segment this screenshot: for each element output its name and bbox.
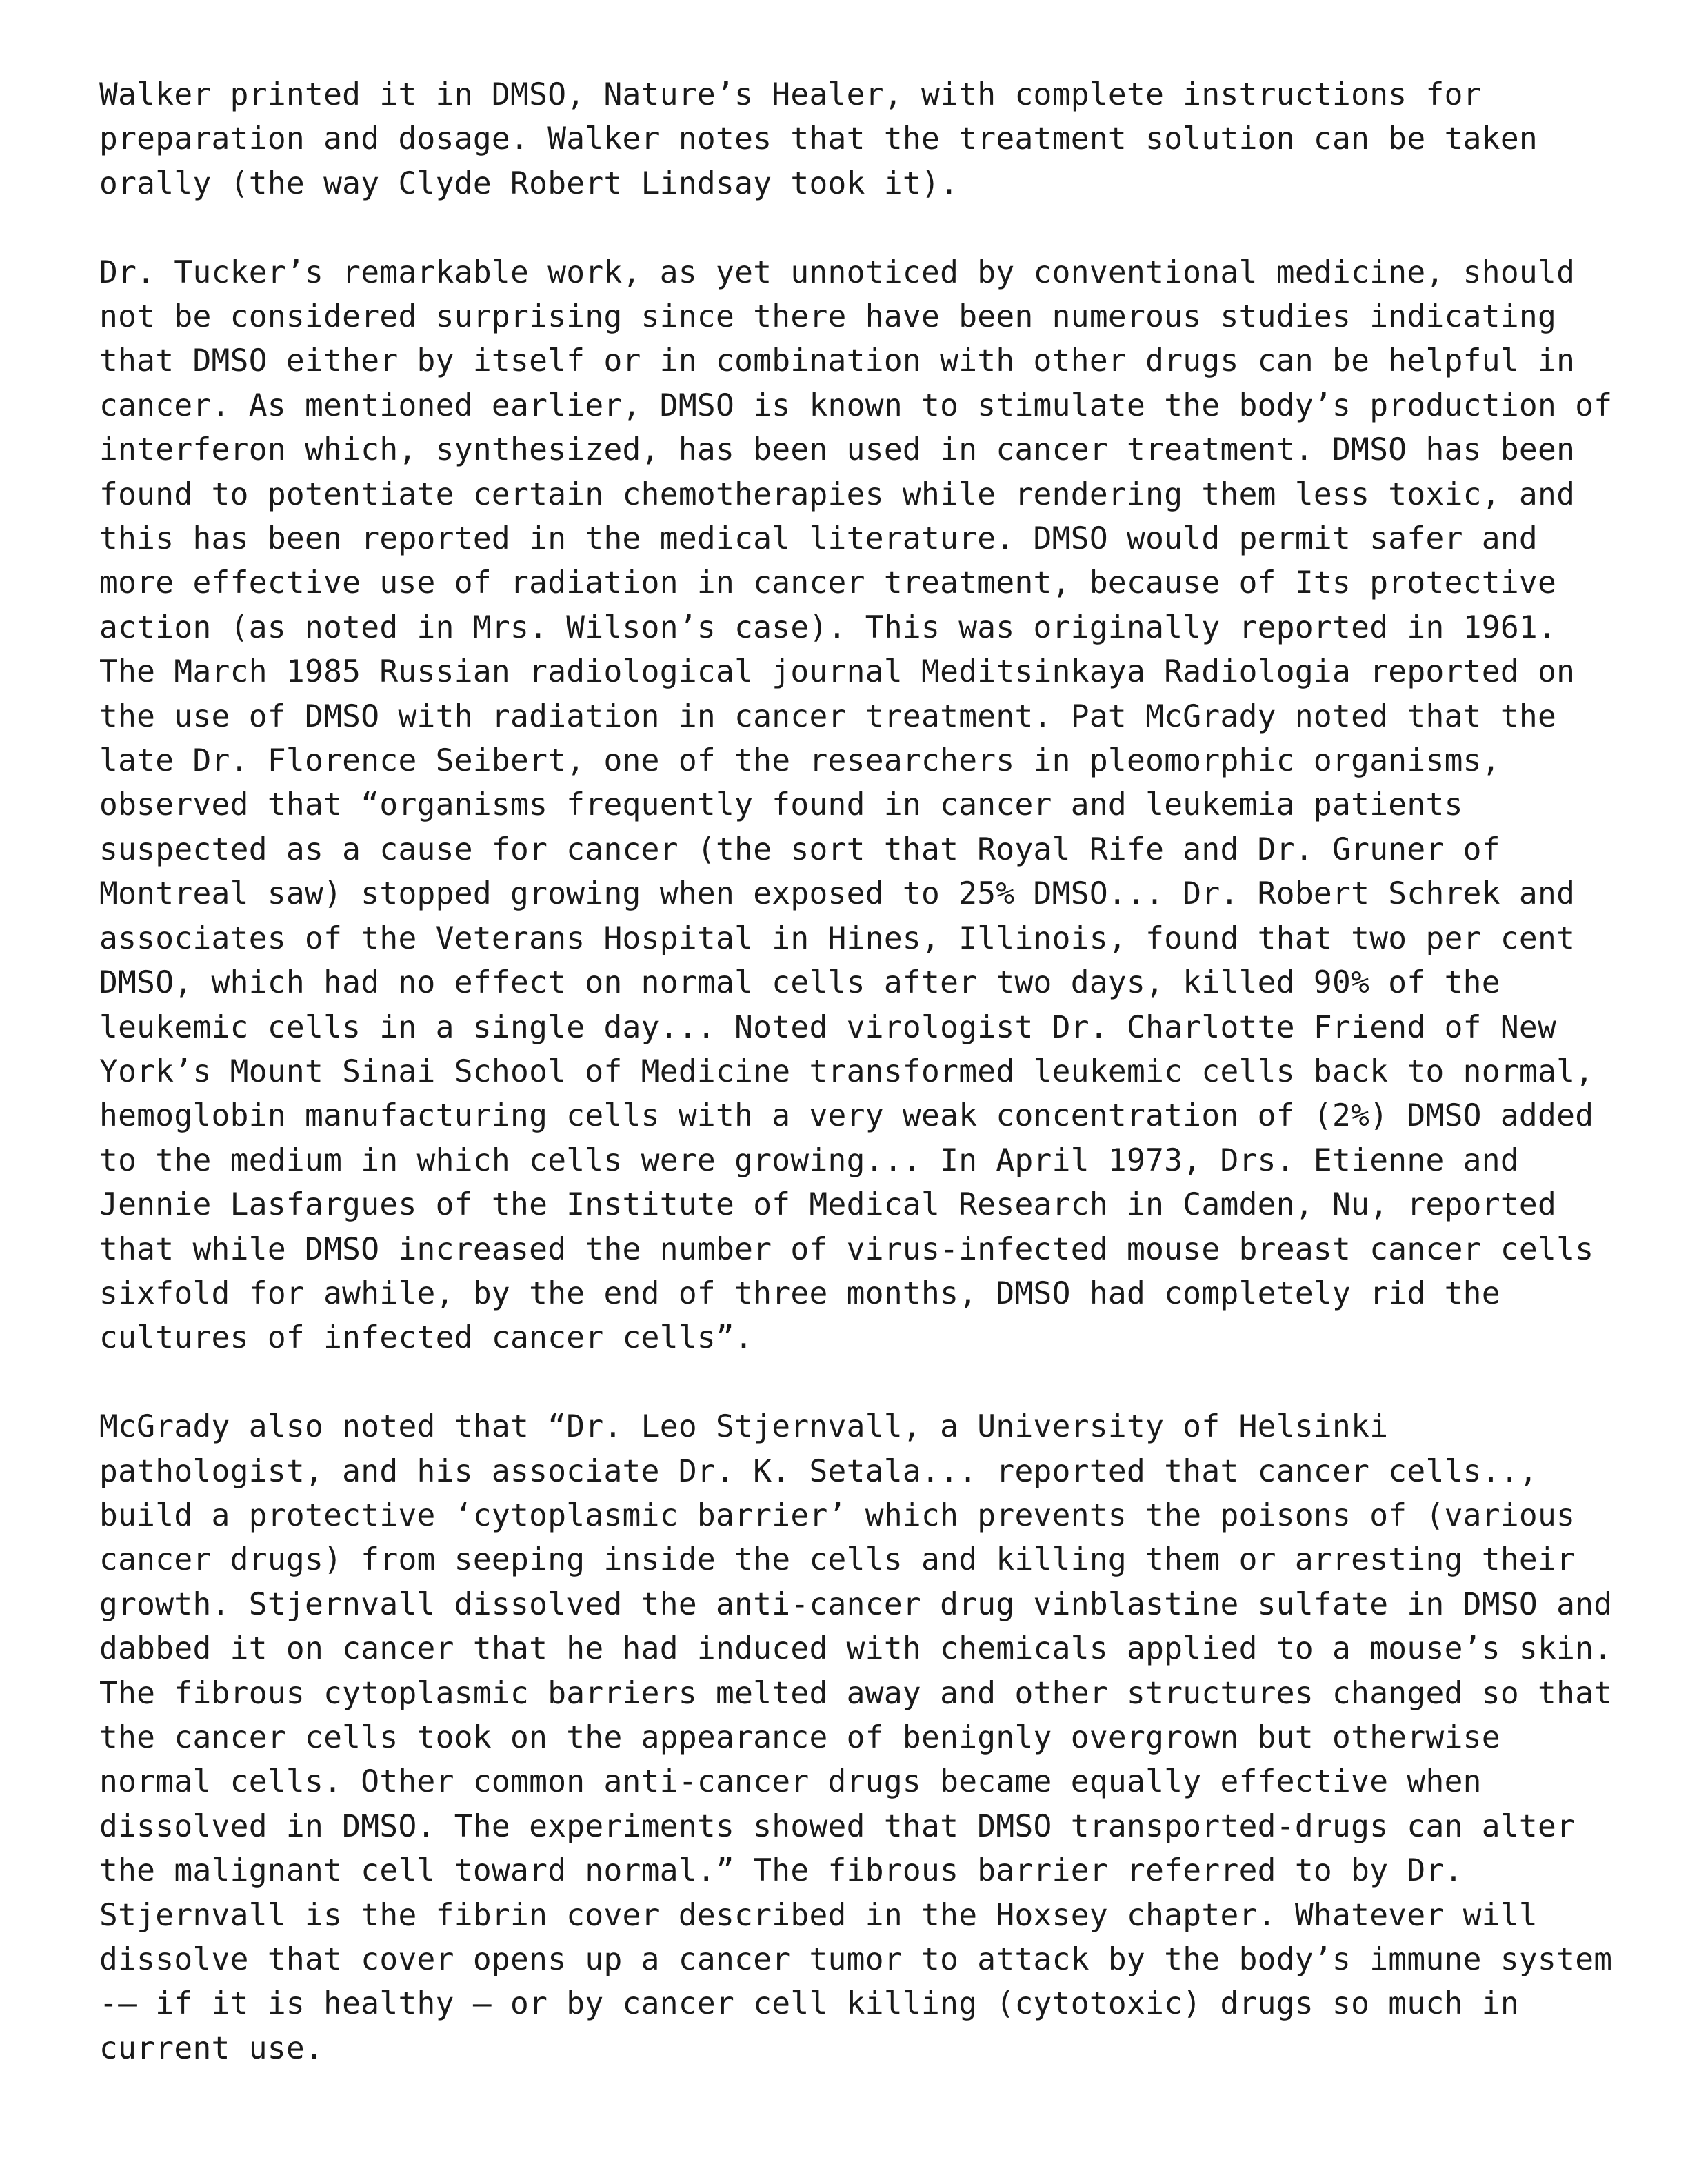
text-line: interferon which, synthesized, has been used in cancer treatment. DMSO has been <box>99 432 1576 468</box>
text-line: this has been reported in the medical literature. DMSO would permit safer and <box>99 521 1538 557</box>
text-line: suspected as a cause for cancer (the sort that Royal Rife and Dr. Gruner of <box>99 831 1500 867</box>
text-line: that while DMSO increased the number of virus-infected mouse breast cancer cells <box>99 1231 1594 1267</box>
text-line: hemoglobin manufacturing cells with a very weak concentration of (2%) DMSO added <box>99 1098 1594 1134</box>
text-line: normal cells. Other common anti-cancer drugs became equally effective when <box>99 1764 1482 1800</box>
text-line: dissolved in DMSO. The experiments showed that DMSO transported-drugs can alter <box>99 1808 1576 1844</box>
text-line: cultures of infected cancer cells”. <box>99 1320 754 1356</box>
text-line: Dr. Tucker’s remarkable work, as yet unnoticed by conventional medicine, should <box>99 254 1576 290</box>
text-line: dabbed it on cancer that he had induced with chemicals applied to a mouse’s skin. <box>99 1631 1613 1667</box>
text-line: more effective use of radiation in cancer treatment, because of Its protective <box>99 565 1557 601</box>
text-line: The fibrous cytoplasmic barriers melted away and other structures changed so that <box>99 1675 1613 1711</box>
text-line: cancer drugs) from seeping inside the cells and killing them or arresting their <box>99 1542 1576 1578</box>
text-line: orally (the way Clyde Robert Lindsay took it). <box>99 165 959 201</box>
text-line: associates of the Veterans Hospital in Hines, Illinois, found that two per cent <box>99 920 1576 956</box>
text-line: Montreal saw) stopped growing when exposed to 25% DMSO... Dr. Robert Schrek and <box>99 876 1576 912</box>
text-line: the cancer cells took on the appearance of benignly overgrown but otherwise <box>99 1720 1500 1755</box>
text-line: pathologist, and his associate Dr. K. Setala... reported that cancer cells.., <box>99 1453 1538 1489</box>
text-line: found to potentiate certain chemotherapies while rendering them less toxic, and <box>99 476 1576 512</box>
text-line: McGrady also noted that “Dr. Leo Stjernvall, a University of Helsinki <box>99 1409 1389 1445</box>
text-line: growth. Stjernvall dissolved the anti-cancer drug vinblastine sulfate in DMSO and <box>99 1586 1613 1622</box>
paragraph-tucker <box>99 251 1613 1361</box>
text-line: leukemic cells in a single day... Noted virologist Dr. Charlotte Friend of New <box>99 1009 1557 1045</box>
text-line: action (as noted in Mrs. Wilson’s case). This was originally reported in 1961. <box>99 609 1557 645</box>
text-line: cancer. As mentioned earlier, DMSO is known to stimulate the body’s production of <box>99 387 1613 423</box>
text-line: -— if it is healthy — or by cancer cell killing (cytotoxic) drugs so much in <box>99 1986 1519 2022</box>
text-line: current use. <box>99 2030 324 2066</box>
text-line: to the medium in which cells were growing... In April 1973, Drs. Etienne and <box>99 1142 1519 1178</box>
text-line: sixfold for awhile, by the end of three months, DMSO had completely rid the <box>99 1275 1500 1311</box>
text-line: build a protective ‘cytoplasmic barrier’ which prevents the poisons of (various <box>99 1497 1576 1533</box>
text-line: the malignant cell toward normal.” The fibrous barrier referred to by Dr. <box>99 1853 1463 1889</box>
text-line: Jennie Lasfargues of the Institute of Medical Research in Camden, Nu, reported <box>99 1187 1557 1223</box>
text-line: Stjernvall is the fibrin cover described in the Hoxsey chapter. Whatever will <box>99 1897 1538 1933</box>
text-line: York’s Mount Sinai School of Medicine transformed leukemic cells back to normal, <box>99 1053 1594 1089</box>
text-line: Walker printed it in DMSO, Nature’s Healer, with complete instructions for <box>99 77 1482 112</box>
document-page <box>99 73 1613 2116</box>
text-line: the use of DMSO with radiation in cancer treatment. Pat McGrady noted that the <box>99 698 1557 734</box>
text-line: preparation and dosage. Walker notes that the treatment solution can be taken <box>99 121 1538 157</box>
text-line: The March 1985 Russian radiological journal Meditsinkaya Radiologia reported on <box>99 654 1576 690</box>
text-line: that DMSO either by itself or in combination with other drugs can be helpful in <box>99 343 1576 379</box>
text-line: observed that “organisms frequently found in cancer and leukemia patients <box>99 787 1463 823</box>
text-line: not be considered surprising since there have been numerous studies indicating <box>99 299 1557 335</box>
paragraph-walker <box>99 73 1602 206</box>
text-line: late Dr. Florence Seibert, one of the researchers in pleomorphic organisms, <box>99 743 1500 779</box>
text-line: dissolve that cover opens up a cancer tumor to attack by the body’s immune system <box>99 1942 1613 1978</box>
text-line: DMSO, which had no effect on normal cells after two days, killed 90% of the <box>99 965 1500 1001</box>
paragraph-mcgrady <box>99 1405 1613 2071</box>
